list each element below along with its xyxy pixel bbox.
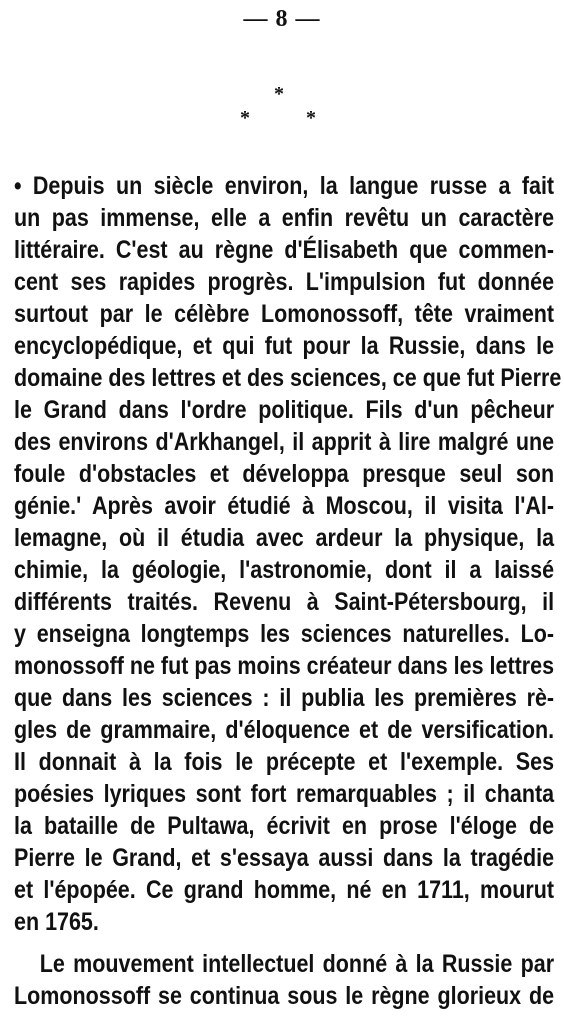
- text-line: un pas immense, elle a enfin revêtu un caractère: [14, 204, 555, 232]
- text-line: Pierre le Grand, et s'essaya aussi dans la tragédie: [14, 844, 555, 872]
- text-line: le Grand dans l'ordre politique. Fils d'un pêcheur: [14, 396, 555, 424]
- text-line: et l'épopée. Ce grand homme, né en 1711, mourut: [14, 876, 555, 904]
- text-line: que dans les sciences : il publia les premières rè-: [14, 684, 555, 712]
- text-line: y enseigna longtemps les sciences naturelles. Lo-: [14, 620, 555, 648]
- text-line: Lomonossoff se continua sous le règne glorieux de: [14, 982, 555, 1010]
- text-line: poésies lyriques sont fort remarquables ; il chanta: [14, 780, 555, 808]
- text-line: Le mouvement intellectuel donné à la Russie par: [39, 950, 555, 978]
- text-line: monossoff ne fut pas moins créateur dans les lettres: [14, 652, 555, 680]
- text-line: • Depuis un siècle environ, la langue russe a fait: [14, 172, 555, 200]
- text-line: lemagne, où il étudia avec ardeur la physique, la: [14, 524, 555, 552]
- ornament-star-top: *: [274, 83, 284, 105]
- text-line: différents traités. Revenu à Saint-Pétersbourg, il: [14, 588, 555, 616]
- text-line: littéraire. C'est au règne d'Élisabeth que commen-: [14, 236, 555, 264]
- text-line: domaine des lettres et des sciences, ce que fut Pierre: [14, 364, 562, 392]
- text-line: surtout par le célèbre Lomonossoff, tête vraiment: [14, 300, 555, 328]
- text-line: la bataille de Pultawa, écrivit en prose l'éloge de: [14, 812, 555, 840]
- text-line: en 1765.: [14, 908, 99, 936]
- text-line: chimie, la géologie, l'astronomie, dont il a laissé: [14, 556, 555, 584]
- text-line: des environs d'Arkhangel, il apprit à lire malgré une: [14, 428, 555, 456]
- asterism-ornament: [232, 84, 332, 134]
- text-line: cent ses rapides progrès. L'impulsion fut donnée: [14, 268, 555, 296]
- body-text: [14, 170, 562, 1012]
- text-line: gles de grammaire, d'éloquence et de versification.: [14, 716, 555, 744]
- text-line: Il donnait à la fois le précepte et l'exemple. Ses: [14, 748, 555, 776]
- ornament-star-left: *: [240, 107, 250, 129]
- text-line: génie.' Après avoir étudié à Moscou, il visita l'Al-: [14, 492, 555, 520]
- ornament-star-right: *: [306, 107, 316, 129]
- page-number: — 8 —: [243, 6, 321, 32]
- paragraph-2: [14, 948, 555, 1012]
- text-line: foule d'obstacles et développa presque seul son: [14, 460, 555, 488]
- text-line: encyclopédique, et qui fut pour la Russie, dans le: [14, 332, 555, 360]
- paragraph-1: [14, 170, 562, 938]
